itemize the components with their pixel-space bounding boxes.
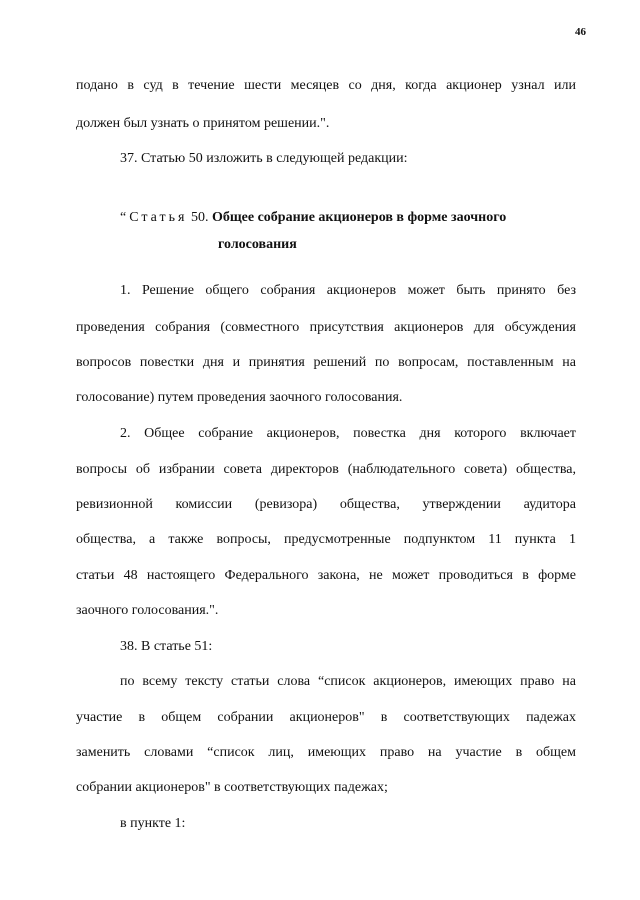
page-number: 46 — [575, 26, 586, 38]
text-line-10: 2. Общее собрание акционеров, повестка дня которого включает — [120, 426, 576, 441]
text-line-15: заочного голосования.". — [76, 603, 219, 618]
text-line-21: в пункте 1: — [120, 816, 186, 831]
text-line-9: голосование) путем проведения заочного голосования. — [76, 390, 403, 405]
text-line-8: вопросов повестки дня и принятия решений по вопросам, поставленным на — [76, 355, 576, 370]
text-line-16: 38. В статье 51: — [120, 639, 213, 654]
article-heading — [120, 209, 560, 227]
text-line-11: вопросы об избрании совета директоров (наблюдательного совета) общества, — [76, 462, 576, 477]
text-line-13: общества, а также вопросы, предусмотренные подпунктом 11 пункта 1 — [76, 532, 576, 547]
article-heading-title-cont: голосования — [218, 237, 297, 252]
text-line-1: подано в суд в течение шести месяцев со дня, когда акционер узнал или — [76, 78, 576, 93]
text-line-3: 37. Статью 50 изложить в следующей редакции: — [120, 151, 408, 166]
text-line-14: статьи 48 настоящего Федерального закона, не может проводиться в форме — [76, 568, 576, 583]
text-line-6: 1. Решение общего собрания акционеров может быть принято без — [120, 283, 576, 298]
text-line-2: должен был узнать о принятом решении.". — [76, 116, 330, 131]
article-heading-title: Общее собрание акционеров в форме заочного — [211, 210, 507, 225]
text-line-19: заменить словами “список лиц, имеющих право на участие в общем — [76, 745, 576, 760]
article-heading-prefix: “Статья — [120, 210, 188, 225]
text-line-7: проведения собрания (совместного присутствия акционеров для обсуждения — [76, 320, 576, 335]
text-line-17: по всему тексту статьи слова “список акционеров, имеющих право на — [120, 674, 576, 689]
article-heading-number: 50. — [187, 210, 212, 225]
text-line-18: участие в общем собрании акционеров" в соответствующих падежах — [76, 710, 576, 725]
text-line-20: собрании акционеров" в соответствующих падежах; — [76, 780, 388, 795]
text-line-12: ревизионной комиссии (ревизора) общества, утверждении аудитора — [76, 497, 576, 512]
